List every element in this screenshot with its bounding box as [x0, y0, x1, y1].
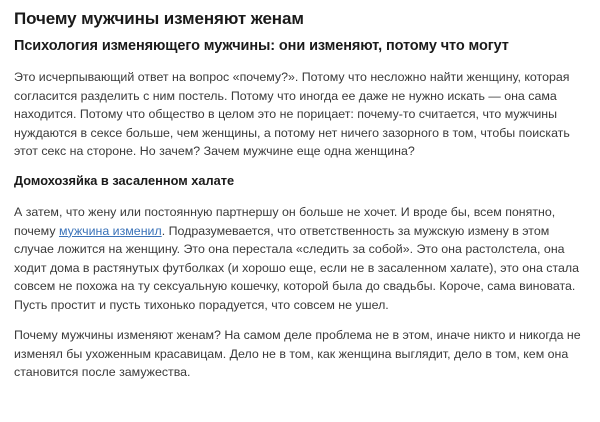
paragraph-2-text-after-link: . Подразумевается, что ответственность за мужскую измену в этом случае ложится на женщину. Это она перестала «следить за собой». Это она растолстела, она ходит дома в растянутых футболках (и хорошо еще, если не в засаленном халате), это она стала совсем не похожа на ту сексуальную кошечку, которой была до свадьбы. Короче, сама виновата. Пусть простит и пусть тихонько порадуется, что совсем не ушел.: [14, 223, 580, 312]
page-title: Почему мужчины изменяют женам: [14, 9, 304, 28]
paragraph-2-text-before-link: А затем, что жену или постоянную партнершу он больше не хочет. И вроде бы, всем понятно, почему: [14, 205, 556, 238]
inline-link-cheating[interactable]: мужчина изменил: [58, 223, 162, 238]
article-subtitle: Психология изменяющего мужчины: они изменяют, потому что могут: [14, 38, 509, 55]
article-paragraph-1: Это исчерпывающий ответ на вопрос «почему?». Потому что несложно найти женщину, которая согласится разделить с ним постель. Потому что иногда ее даже не нужно искать — она сама находится. Потому что общество в целом это не порицает: почему-то считается, что мужчины нуждаются в сексе больше, чем женщины, а потому нет ничего зазорного в том, чтобы поискать этот секс на стороне. Но зачем? Зачем мужчине еще одна женщина?: [14, 70, 570, 159]
article-paragraph-2: [14, 203, 586, 314]
section-heading: Домохозяйка в засаленном халате: [14, 172, 235, 188]
article-paragraph-3: Почему мужчины изменяют женам? На самом деле проблема не в этом, иначе никто и никогда не изменял бы ухоженным красавицам. Дело не в том, как женщина выглядит, дело в том, кем она становится после замужества.: [14, 328, 581, 380]
